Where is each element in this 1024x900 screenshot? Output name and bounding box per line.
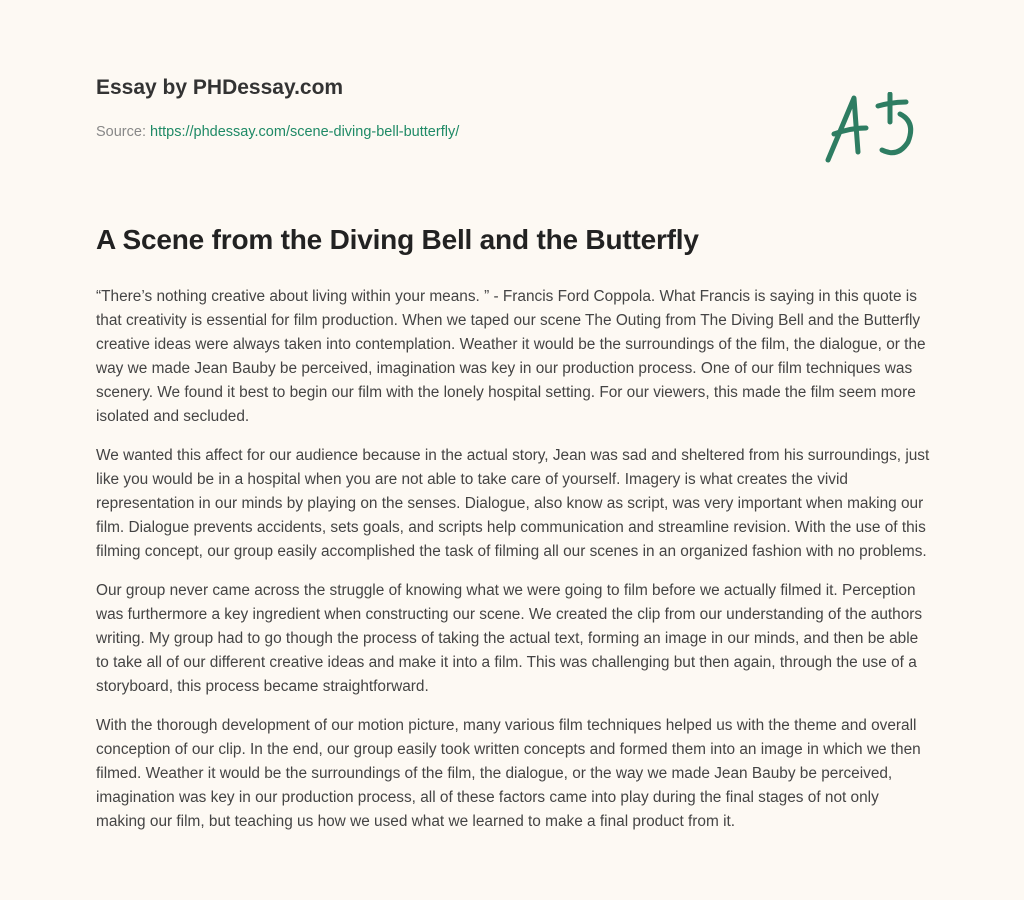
article-title: A Scene from the Diving Bell and the Butterfly	[96, 224, 699, 255]
paragraph: Our group never came across the struggle of knowing what we were going to film before we actually filmed it. Perception was furthermore a key ingredient when constructing our scene. We created the clip from our understanding of the authors writing. My group had to go though the process of taking the actual text, forming an image in our minds, and then be able to take all of our different creative ideas and make it into a film. This was challenging but then again, through the use of a storyboard, this process became straightforward.	[96, 582, 923, 695]
paragraph: “There’s nothing creative about living within your means. ” - Francis Ford Coppola. What Francis is saying in this quote is that creativity is essential for film production. When we taped our scene The Outing from The Diving Bell and the Butterfly creative ideas were always taken into contemplation. Weather it would be the surroundings of the film, the dialogue, or the way we made Jean Bauby be perceived, imagination was key in our production process. One of our film techniques was scenery. We found it best to begin our film with the lonely hospital setting. For our viewers, this made the film seem more isolated and secluded.	[96, 288, 926, 425]
a-plus-logo-icon	[820, 92, 930, 164]
source-line	[96, 124, 459, 140]
article-body	[96, 285, 932, 849]
source-label: Source:	[96, 124, 146, 140]
site-title: Essay by PHDessay.com	[96, 76, 344, 99]
source-link[interactable]: https://phdessay.com/scene-diving-bell-butterfly/	[150, 124, 460, 140]
paragraph: With the thorough development of our motion picture, many various film techniques helped us with the theme and overall conception of our clip. In the end, our group easily took written concepts and formed them into an image in which we then filmed. Weather it would be the surroundings of the film, the dialogue, or the way we made Jean Bauby be perceived, imagination was key in our production process, all of these factors came into play during the final stages of not only making our film, but teaching us how we used what we learned to make a final product from it.	[96, 717, 921, 830]
paragraph: We wanted this affect for our audience because in the actual story, Jean was sad and sheltered from his surroundings, just like you would be in a hospital when you are not able to take care of yourself. Imagery is what creates the vivid representation in our minds by playing on the senses. Dialogue, also know as script, was very important when making our film. Dialogue prevents accidents, sets goals, and scripts help communication and streamline revision. With the use of this filming concept, our group easily accomplished the task of filming all our scenes in an organized fashion with no problems.	[96, 447, 930, 560]
